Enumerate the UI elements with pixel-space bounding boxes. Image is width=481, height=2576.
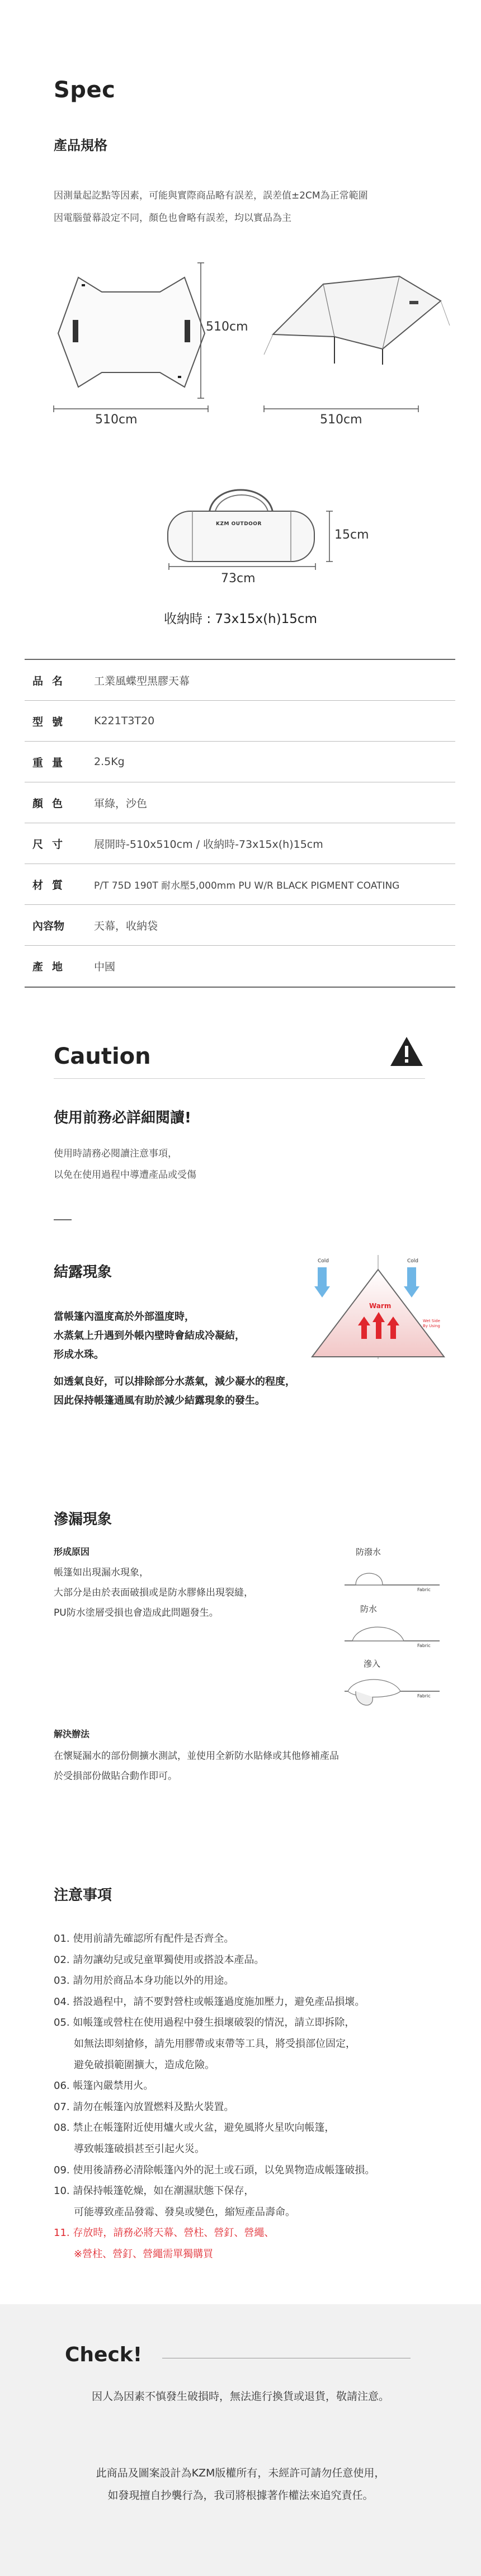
spec-note: [54, 185, 368, 229]
solution-text: [54, 1746, 339, 1786]
spec-value: P/T 75D 190T 耐水壓5,000mm PU W/R BLACK PIGMENT COATING: [94, 880, 400, 891]
notice-item: 03. 請勿用於商品本身功能以外的用途。: [54, 1975, 234, 1987]
bag-height-dimension-line: [326, 510, 333, 563]
notice-item: 07. 請勿在帳篷內放置燃料及點火裝置。: [54, 2101, 234, 2113]
condensation-text-1: [54, 1308, 245, 1365]
leakage-cause-text: [54, 1563, 253, 1623]
spec-row-contents: [25, 905, 455, 946]
spec-value: K221T3T20: [94, 715, 155, 727]
tarp-side-view-drawing: [263, 254, 451, 366]
bag-width-dimension-line: [168, 563, 317, 570]
spec-label: 重量: [32, 756, 72, 769]
condensation-line: 因此保持帳篷通風有助於減少結露現象的發生。: [54, 1395, 265, 1407]
spec-table: [25, 659, 455, 988]
caution-divider: [54, 1078, 425, 1079]
check-text-1: 因人為因素不慎發生破損時，無法進行換貨或退貨，敬請注意。: [91, 2390, 389, 2403]
spec-value: 展開時-510x510cm / 收納時-73x15x(h)15cm: [94, 838, 323, 851]
notice-item: 04. 搭設過程中，請不要對營柱或帳篷過度施加壓力，避免產品損壞。: [54, 1995, 365, 2008]
spec-label: 顏色: [32, 797, 72, 810]
side-width-label: 510cm: [320, 413, 362, 427]
height-label: 510cm: [206, 320, 248, 334]
leakage-cause-title: 形成原因: [54, 1546, 90, 1557]
notice-item: 08. 禁止在帳篷附近使用爐火或火盆，避免風將火星吹向帳篷，: [54, 2122, 335, 2134]
notice-item: 01. 使用前請先確認所有配件是否齊全。: [54, 1933, 234, 1945]
spec-subheading: 產品規格: [54, 138, 107, 153]
spec-label: 型號: [32, 715, 72, 728]
condensation-text-2: [54, 1372, 295, 1410]
solution-line: 於受損部份做貼合動作即可。: [54, 1771, 177, 1782]
bag-height-label: 15cm: [334, 528, 369, 542]
spec-value: 2.5Kg: [94, 756, 125, 768]
spec-value: 工業風蝶型黑膠天幕: [94, 674, 190, 687]
spec-value: 天幕，收納袋: [94, 919, 158, 932]
condensation-line: 如透氣良好，可以排除部分水蒸氣，減少凝水的程度，: [54, 1376, 295, 1388]
warning-icon: [389, 1036, 424, 1067]
condensation-heading: 結露現象: [54, 1264, 112, 1281]
must-read-heading: 使用前務必詳細閱讀!: [54, 1110, 191, 1126]
fabric-label-3: Fabric: [417, 1693, 431, 1699]
spec-row-weight: [25, 742, 455, 782]
leakage-cause-line: 大部分是由於表面破損或是防水膠條出現裂縫，: [54, 1587, 253, 1598]
notice-item: 如無法即刻搶修，請先用膠帶或束帶等工具，將受損部位固定，: [74, 2037, 356, 2050]
top-width-dimension-line: [53, 405, 209, 413]
side-width-dimension-line: [263, 405, 419, 413]
spec-value: 中國: [94, 961, 116, 973]
leakage-diagram: [333, 1539, 445, 1712]
notice-item: 導致帳篷破損甚至引起火災。: [74, 2143, 205, 2155]
spec-label: 產地: [32, 961, 72, 973]
spec-label: 尺寸: [32, 838, 72, 851]
leakage-cause-line: PU防水塗層受損也會造成此問題發生。: [54, 1607, 219, 1619]
caution-heading: Caution: [54, 1044, 151, 1069]
leakage-cause-line: 帳篷如出現漏水現象，: [54, 1567, 149, 1578]
notice-item: 05. 如帳篷或營柱在使用過程中發生損壞破裂的情況，請立即拆除，: [54, 2017, 355, 2029]
notice-item: 09. 使用後請務必清除帳篷內外的泥土或石頭，以免異物造成帳篷破損。: [54, 2164, 375, 2176]
solution-title: 解決辦法: [54, 1729, 90, 1739]
spec-row-size: [25, 823, 455, 864]
notice-item: 可能導致產品發霉、發臭或變色，縮短產品壽命。: [74, 2206, 295, 2218]
spec-heading: Spec: [54, 77, 116, 103]
spec-value: 軍綠，沙色: [94, 797, 148, 810]
spec-note-line: 因電腦螢幕設定不同，顏色也會略有誤差，均以實品為主: [54, 213, 291, 224]
condensation-diagram: [306, 1253, 446, 1365]
leakage-label-3: 滲入: [364, 1659, 381, 1669]
height-dimension-line: [197, 262, 205, 399]
spec-row-model: [25, 701, 455, 742]
top-width-label: 510cm: [95, 413, 138, 427]
fabric-label-2: Fabric: [417, 1643, 431, 1648]
notice-item: 02. 請勿讓幼兒或兒童單獨使用或搭設本產品。: [54, 1954, 265, 1966]
copyright-line: 此商品及圖案設計為KZM版權所有，未經許可請勿任意使用，: [96, 2467, 385, 2479]
wet-side-label: Wet Side By Using: [423, 1319, 440, 1328]
must-read-line: 使用時請務必閱讀注意事項，: [54, 1148, 177, 1159]
notices-list: [54, 1928, 375, 2265]
spec-row-material: [25, 864, 455, 905]
notice-item-highlight: 11. 存放時，請務必將天幕、營柱、營釘、營繩、: [54, 2227, 275, 2239]
fabric-label-1: Fabric: [417, 1587, 431, 1592]
condensation-line: 水蒸氣上升遇到外帳內壁時會結成冷凝結，: [54, 1330, 245, 1342]
spec-row-origin: [25, 946, 455, 987]
must-read-text: [54, 1143, 196, 1186]
bag-logo: KZM OUTDOOR: [216, 521, 262, 527]
notice-item: 避免破損範圍擴大，造成危險。: [74, 2059, 215, 2071]
notice-item: 10. 請保持帳篷乾燥，如在潮濕狀態下保存，: [54, 2185, 254, 2197]
check-heading: Check!: [65, 2343, 143, 2366]
notices-heading: 注意事項: [54, 1887, 112, 1904]
tarp-top-view-drawing: [53, 263, 209, 399]
leakage-heading: 滲漏現象: [54, 1511, 112, 1528]
spec-label: 內容物: [32, 919, 65, 932]
condensation-line: 當帳篷內溫度高於外部溫度時，: [54, 1311, 195, 1323]
spec-label: 材質: [32, 879, 72, 891]
notice-item: 06. 帳篷內嚴禁用火。: [54, 2080, 154, 2092]
spec-note-line: 因測量起訖點等因素，可能與實際商品略有誤差，誤差值±2CM為正常範圍: [54, 190, 368, 201]
condensation-line: 形成水珠。: [54, 1349, 104, 1361]
spec-row-color: [25, 782, 455, 823]
must-read-line: 以免在使用過程中導遭產品或受傷: [54, 1169, 196, 1181]
check-text-2: [0, 2462, 481, 2507]
pack-size-caption: 收納時 : 73x15x(h)15cm: [164, 612, 317, 626]
section-dash: [54, 1219, 72, 1220]
solution-line: 在懷疑漏水的部份側擴水測試，並使用全新防水貼條或其他修補產品: [54, 1751, 339, 1762]
spec-label: 品名: [32, 674, 72, 687]
spec-row-name: [25, 660, 455, 701]
warm-label: Warm: [369, 1302, 392, 1310]
cold-left-label: Cold: [318, 1258, 329, 1264]
copyright-line: 如發現擅自抄襲行為，我司將根據著作權法來追究責任。: [107, 2489, 374, 2502]
notice-item-highlight: ※營柱、營釘、營繩需單獨購買: [74, 2248, 214, 2260]
leakage-label-1: 防潑水: [356, 1547, 381, 1557]
bag-width-label: 73cm: [221, 572, 256, 586]
cold-right-label: Cold: [407, 1258, 419, 1264]
leakage-label-2: 防水: [360, 1604, 378, 1614]
